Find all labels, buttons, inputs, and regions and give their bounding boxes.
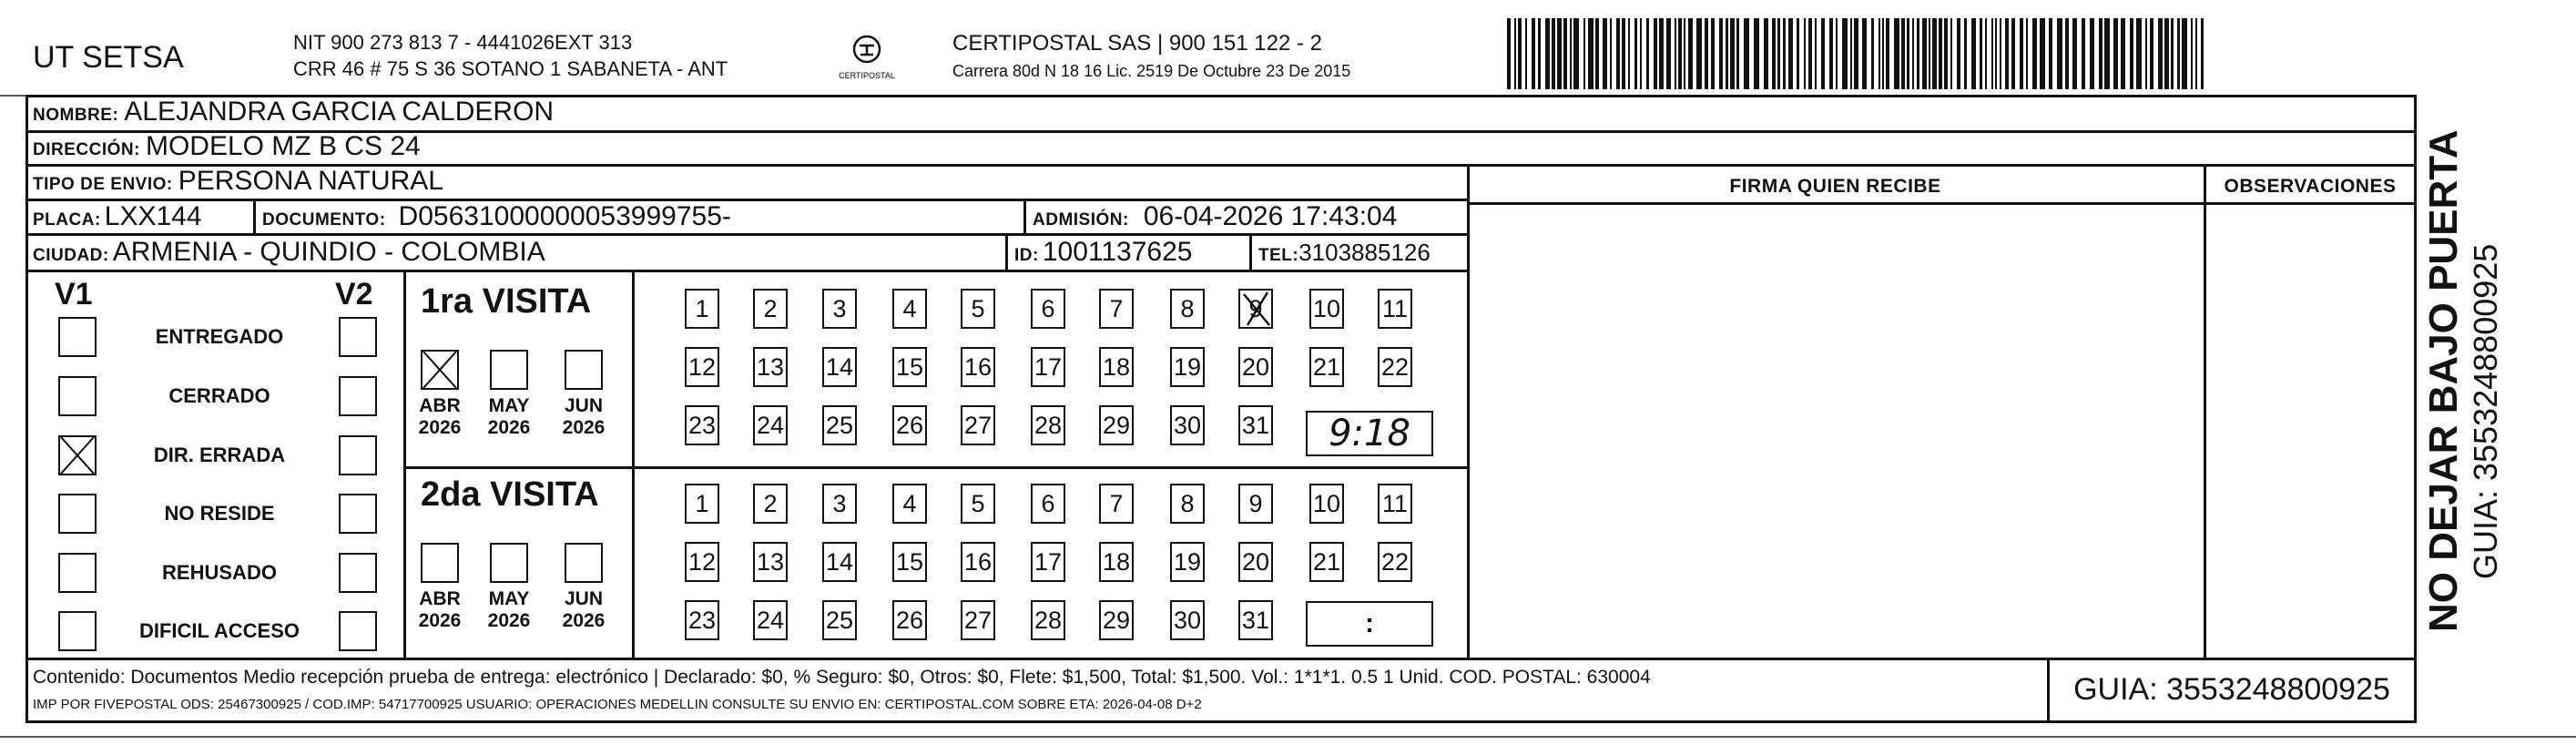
v1-checkbox-2[interactable] bbox=[58, 376, 97, 416]
visit1-day-1[interactable]: 1 bbox=[685, 289, 719, 329]
visit1-day-23[interactable]: 23 bbox=[685, 405, 719, 445]
v2-checkbox-3[interactable] bbox=[339, 435, 377, 475]
certipostal-logo bbox=[838, 33, 896, 84]
barcode bbox=[1507, 18, 2208, 89]
visit2-day-15[interactable]: 15 bbox=[892, 542, 927, 582]
visit1-day-5[interactable]: 5 bbox=[961, 289, 995, 329]
v2-header: V2 bbox=[335, 277, 373, 311]
status-label: ENTREGADO bbox=[155, 325, 284, 348]
v2-checkbox-6[interactable] bbox=[339, 611, 377, 651]
visit2-day-10[interactable]: 10 bbox=[1309, 484, 1344, 524]
visit2-day-23[interactable]: 23 bbox=[685, 600, 719, 640]
month-name: ABR bbox=[419, 588, 461, 609]
ciudad-value: ARMENIA - QUINDIO - COLOMBIA bbox=[112, 237, 545, 267]
month-year: 2026 bbox=[418, 417, 462, 438]
visit1-day-17[interactable]: 17 bbox=[1031, 347, 1065, 387]
visit1-time-box[interactable] bbox=[1306, 411, 1433, 456]
status-label: DIR. ERRADA bbox=[153, 444, 286, 466]
visit2-day-24[interactable]: 24 bbox=[753, 600, 788, 640]
v2-checkbox-5[interactable] bbox=[339, 553, 377, 593]
visit2-month-label bbox=[482, 588, 536, 632]
visit2-day-14[interactable]: 14 bbox=[822, 542, 857, 582]
visit1-day-15[interactable]: 15 bbox=[892, 347, 927, 387]
visit2-day-25[interactable]: 25 bbox=[822, 600, 857, 640]
visit2-day-28[interactable]: 28 bbox=[1031, 600, 1065, 640]
direccion-value: MODELO MZ B CS 24 bbox=[145, 131, 421, 161]
nit-line: NIT 900 273 813 7 - 4441026EXT 313 bbox=[293, 31, 633, 54]
visit1-day-7[interactable]: 7 bbox=[1099, 289, 1134, 329]
visit2-day-21[interactable]: 21 bbox=[1309, 542, 1344, 582]
v1-checkbox-6[interactable] bbox=[58, 611, 97, 651]
visit2-day-2[interactable]: 2 bbox=[753, 484, 788, 524]
visit1-day-10[interactable]: 10 bbox=[1309, 289, 1344, 329]
status-label: REHUSADO bbox=[162, 561, 277, 584]
license-line: Carrera 80d N 18 16 Lic. 2519 De Octubre 23 De 2015 bbox=[952, 62, 1351, 80]
visit1-month-label bbox=[482, 395, 536, 439]
visit1-day-14[interactable]: 14 bbox=[822, 347, 857, 387]
side-main-text: NO DEJAR BAJO PUERTA bbox=[2421, 129, 2466, 632]
visit1-day-31[interactable]: 31 bbox=[1238, 405, 1273, 445]
visit2-day-26[interactable]: 26 bbox=[892, 600, 927, 640]
visit2-month-checkbox-1[interactable] bbox=[421, 543, 459, 583]
v1-checkbox-4[interactable] bbox=[58, 494, 97, 534]
visit1-day-16[interactable]: 16 bbox=[961, 347, 995, 387]
visit2-month-label bbox=[556, 588, 611, 632]
tipo-label: TIPO DE ENVIO: bbox=[33, 175, 173, 194]
visit2-day-18[interactable]: 18 bbox=[1099, 542, 1134, 582]
footer-imp: IMP POR FIVEPOSTAL ODS: 25467300925 / COD.IMP: 54717700925 USUARIO: OPERACIONES MEDELLIN CONSULTE SU ENVIO EN: CERTIPOSTAL.COM SOBRE ETA: 2026-04-08 D+2 bbox=[33, 697, 1202, 712]
no-dejar-bajo-puerta bbox=[2420, 122, 2504, 632]
visit1-day-26[interactable]: 26 bbox=[892, 405, 927, 445]
visit2-day-30[interactable]: 30 bbox=[1170, 600, 1205, 640]
month-year: 2026 bbox=[562, 417, 606, 438]
footer-contenido: Contenido: Documentos Medio recepción prueba de entrega: electrónico | Declarado: $0, % Seguro: $0, Otros: $0, Flete: $1,500, Total: $1,500. Vol.: 1*1*1. 0.5 1 Unid. COD. POSTAL: 630004 bbox=[33, 667, 1651, 688]
v2-checkbox-1[interactable] bbox=[339, 317, 377, 357]
visit2-day-8[interactable]: 8 bbox=[1170, 484, 1205, 524]
admision-label: ADMISIÓN: bbox=[1033, 210, 1129, 230]
visit1-day-20[interactable]: 20 bbox=[1238, 347, 1273, 387]
visit1-day-21[interactable]: 21 bbox=[1309, 347, 1344, 387]
direccion-label: DIRECCIÓN: bbox=[33, 140, 140, 159]
visit2-day-1[interactable]: 1 bbox=[685, 484, 719, 524]
visit1-month-label bbox=[412, 395, 467, 439]
visit1-day-22[interactable]: 22 bbox=[1378, 347, 1412, 387]
visit1-title: 1ra VISITA bbox=[421, 282, 592, 321]
visit2-title: 2da VISITA bbox=[421, 475, 599, 514]
visit1-day-11[interactable]: 11 bbox=[1378, 289, 1412, 329]
visit1-day-29[interactable]: 29 bbox=[1099, 405, 1134, 445]
v1-header: V1 bbox=[55, 277, 93, 311]
visit2-day-16[interactable]: 16 bbox=[961, 542, 995, 582]
visit1-month-checkbox-3[interactable] bbox=[565, 350, 603, 390]
visit2-day-13[interactable]: 13 bbox=[753, 542, 788, 582]
visit2-day-29[interactable]: 29 bbox=[1099, 600, 1134, 640]
visit1-day-24[interactable]: 24 bbox=[753, 405, 788, 445]
firma-header: FIRMA QUIEN RECIBE bbox=[1729, 176, 1941, 197]
visit2-day-12[interactable]: 12 bbox=[685, 542, 719, 582]
visit1-day-30[interactable]: 30 bbox=[1170, 405, 1205, 445]
v1-checkbox-3[interactable] bbox=[58, 435, 97, 475]
visit1-month-label bbox=[556, 395, 611, 439]
month-name: MAY bbox=[488, 395, 530, 416]
visit2-day-20[interactable]: 20 bbox=[1238, 542, 1273, 582]
visit2-day-19[interactable]: 19 bbox=[1170, 542, 1205, 582]
side-guia-text: GUIA: 3553248800925 bbox=[2467, 243, 2504, 579]
month-year: 2026 bbox=[418, 610, 462, 631]
visit2-day-31[interactable]: 31 bbox=[1238, 600, 1273, 640]
visit1-day-25[interactable]: 25 bbox=[822, 405, 857, 445]
visit1-day-6[interactable]: 6 bbox=[1031, 289, 1065, 329]
v2-checkbox-4[interactable] bbox=[339, 494, 377, 534]
nombre-label: NOMBRE: bbox=[33, 106, 119, 125]
id-label: ID: bbox=[1014, 246, 1039, 265]
visit1-month-checkbox-1[interactable] bbox=[421, 350, 459, 390]
footer-guia: GUIA: 3553248800925 bbox=[2073, 672, 2390, 707]
visit2-day-3[interactable]: 3 bbox=[822, 484, 857, 524]
nombre-value: ALEJANDRA GARCIA CALDERON bbox=[124, 97, 555, 127]
visit2-day-27[interactable]: 27 bbox=[961, 600, 995, 640]
visit1-time: 9:18 bbox=[1329, 413, 1410, 454]
id-value: 1001137625 bbox=[1042, 237, 1193, 267]
tel-label: TEL: bbox=[1258, 246, 1299, 265]
v2-checkbox-2[interactable] bbox=[339, 376, 377, 416]
month-name: JUN bbox=[564, 395, 603, 416]
status-label: CERRADO bbox=[168, 384, 270, 407]
visit1-day-13[interactable]: 13 bbox=[753, 347, 788, 387]
v1-checkbox-5[interactable] bbox=[58, 553, 97, 593]
visit1-day-18[interactable]: 18 bbox=[1099, 347, 1134, 387]
month-name: MAY bbox=[488, 588, 530, 609]
tel-value: 3103885126 bbox=[1298, 239, 1431, 266]
visit1-day-27[interactable]: 27 bbox=[961, 405, 995, 445]
visit1-day-4[interactable]: 4 bbox=[892, 289, 927, 329]
visit1-day-9[interactable]: 9 bbox=[1238, 289, 1273, 329]
address-line: CRR 46 # 75 S 36 SOTANO 1 SABANETA - ANT bbox=[293, 57, 728, 80]
company-name: UT SETSA bbox=[33, 40, 184, 75]
visit2-day-4[interactable]: 4 bbox=[892, 484, 927, 524]
visit1-day-3[interactable]: 3 bbox=[822, 289, 857, 329]
visit1-month-checkbox-2[interactable] bbox=[490, 350, 528, 390]
ciudad-label: CIUDAD: bbox=[33, 246, 109, 265]
visit2-month-checkbox-2[interactable] bbox=[490, 543, 528, 583]
svg-text:CERTIPOSTAL: CERTIPOSTAL bbox=[839, 71, 895, 80]
v1-checkbox-1[interactable] bbox=[58, 317, 97, 357]
month-year: 2026 bbox=[487, 417, 531, 438]
month-year: 2026 bbox=[562, 610, 606, 631]
visit2-month-label bbox=[412, 588, 467, 632]
visit2-day-5[interactable]: 5 bbox=[961, 484, 995, 524]
visit2-day-6[interactable]: 6 bbox=[1031, 484, 1065, 524]
status-label: DIFICIL ACCESO bbox=[138, 619, 300, 642]
certipostal-line: CERTIPOSTAL SAS | 900 151 122 - 2 bbox=[952, 31, 1322, 56]
certipostal-logo-icon bbox=[838, 33, 896, 84]
visit2-day-11[interactable]: 11 bbox=[1378, 484, 1412, 524]
tipo-value: PERSONA NATURAL bbox=[178, 166, 443, 196]
month-year: 2026 bbox=[487, 610, 531, 631]
month-name: JUN bbox=[564, 588, 603, 609]
visit2-time: : bbox=[1365, 608, 1374, 638]
observaciones-header: OBSERVACIONES bbox=[2224, 176, 2397, 197]
visit1-day-2[interactable]: 2 bbox=[753, 289, 788, 329]
visit2-day-7[interactable]: 7 bbox=[1099, 484, 1134, 524]
visit1-day-28[interactable]: 28 bbox=[1031, 405, 1065, 445]
status-label: NO RESIDE bbox=[164, 502, 275, 525]
visit2-time-box[interactable] bbox=[1306, 601, 1433, 647]
month-name: ABR bbox=[419, 395, 461, 416]
admision-value: 06-04-2026 17:43:04 bbox=[1143, 201, 1398, 231]
placa-label: PLACA: bbox=[33, 210, 101, 230]
visit1-day-12[interactable]: 12 bbox=[685, 347, 719, 387]
day-check-mark bbox=[1238, 289, 1273, 329]
visit2-day-17[interactable]: 17 bbox=[1031, 542, 1065, 582]
visit2-day-22[interactable]: 22 bbox=[1378, 542, 1412, 582]
visit2-month-checkbox-3[interactable] bbox=[565, 543, 603, 583]
visit1-day-8[interactable]: 8 bbox=[1170, 289, 1205, 329]
visit1-day-19[interactable]: 19 bbox=[1170, 347, 1205, 387]
visit2-day-9[interactable]: 9 bbox=[1238, 484, 1273, 524]
placa-value: LXX144 bbox=[104, 201, 202, 231]
documento-value: D05631000000053999755- bbox=[398, 201, 731, 231]
documento-label: DOCUMENTO: bbox=[262, 210, 386, 230]
